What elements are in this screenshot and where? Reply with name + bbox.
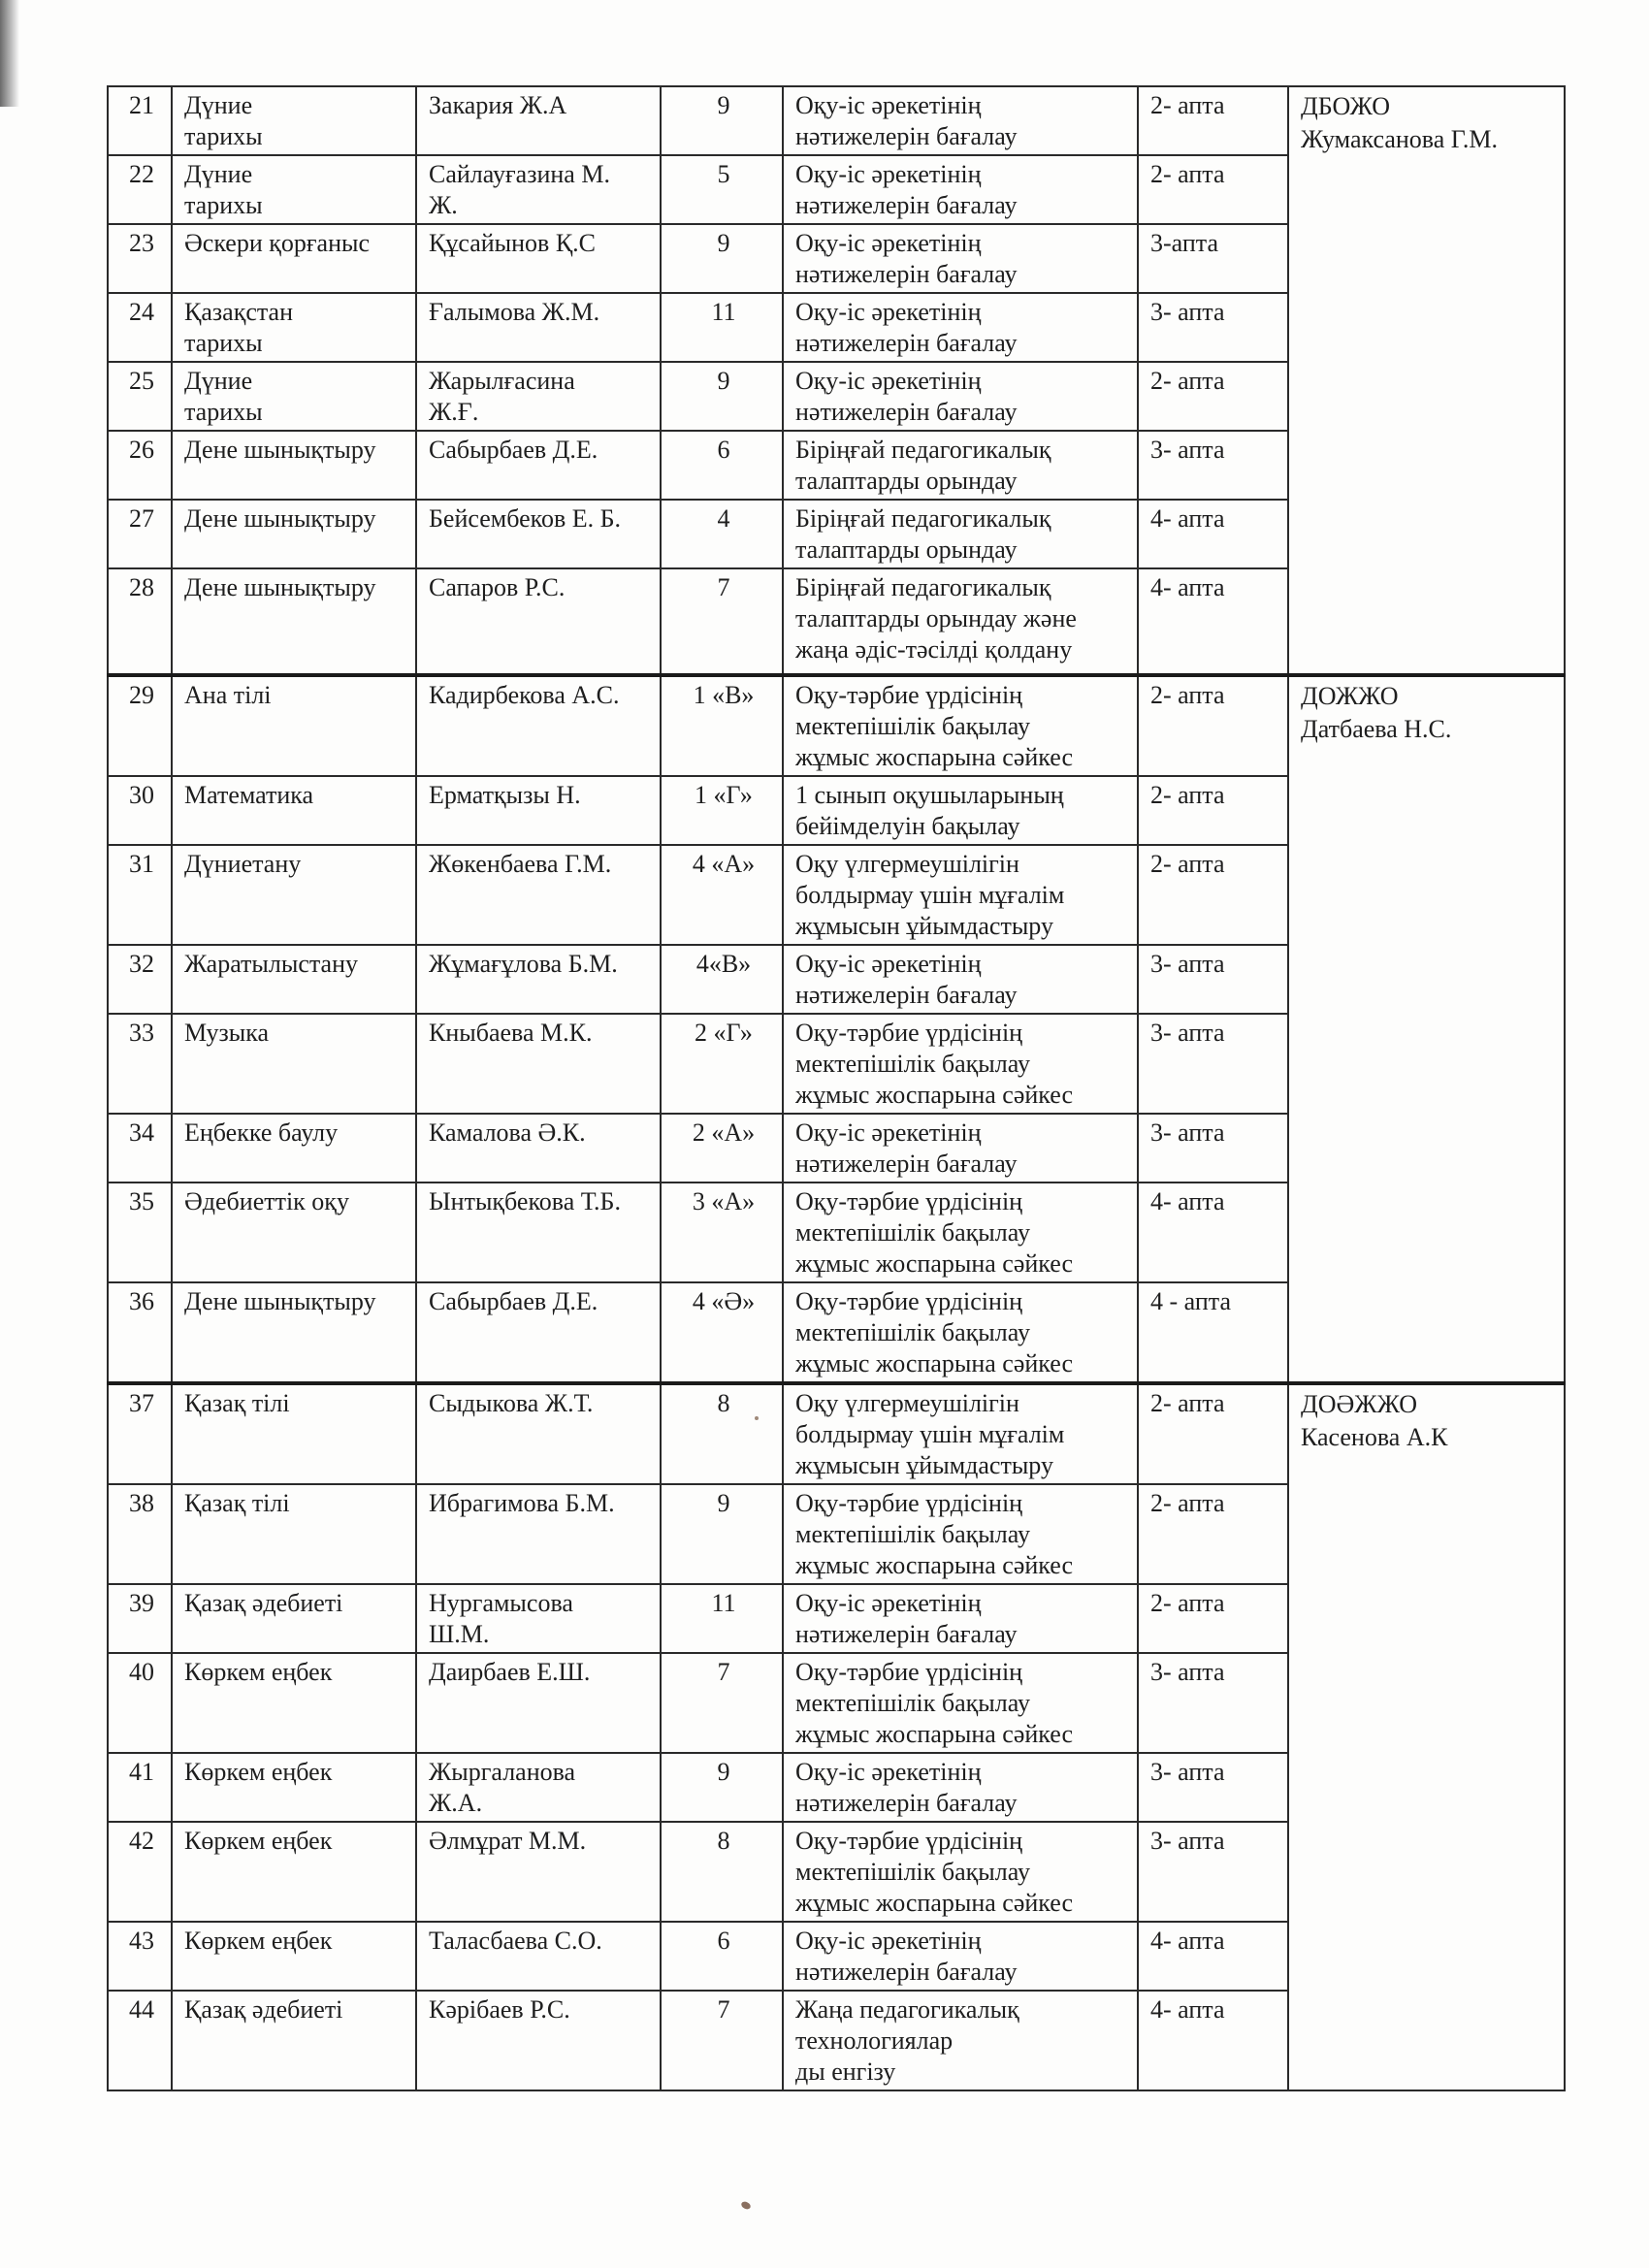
class-cell: 6 bbox=[661, 431, 783, 500]
topic-cell: 1 сынып оқушыларының бейімделуін бақылау bbox=[783, 776, 1138, 845]
week-cell: 2- апта bbox=[1138, 86, 1288, 155]
subject-cell: Дүние тарихы bbox=[172, 155, 416, 224]
subject-cell: Әскери қорғаныс bbox=[172, 224, 416, 293]
teacher-cell: Сапаров Р.С. bbox=[416, 568, 661, 675]
week-cell: 4- апта bbox=[1138, 1991, 1288, 2090]
week-cell: 3- апта bbox=[1138, 1114, 1288, 1183]
row-number: 36 bbox=[108, 1282, 172, 1383]
teacher-cell: Ибрагимова Б.М. bbox=[416, 1484, 661, 1584]
teacher-cell: Жыргаланова Ж.А. bbox=[416, 1753, 661, 1822]
class-cell: 7 bbox=[661, 1991, 783, 2090]
row-number: 31 bbox=[108, 845, 172, 945]
table-body bbox=[108, 86, 1565, 2090]
row-number: 41 bbox=[108, 1753, 172, 1822]
week-cell: 2- апта bbox=[1138, 1484, 1288, 1584]
class-cell: 11 bbox=[661, 1584, 783, 1653]
row-number: 38 bbox=[108, 1484, 172, 1584]
topic-cell: Оқу үлгермеушілігін болдырмау үшін мұғалім жұмысын ұйымдастыру bbox=[783, 845, 1138, 945]
class-cell: 9 bbox=[661, 86, 783, 155]
class-cell: 5 bbox=[661, 155, 783, 224]
teacher-cell: Бейсембеков Е. Б. bbox=[416, 500, 661, 568]
week-cell: 2- апта bbox=[1138, 1383, 1288, 1484]
subject-cell: Көркем еңбек bbox=[172, 1922, 416, 1991]
teacher-cell: Таласбаева С.О. bbox=[416, 1922, 661, 1991]
row-number: 23 bbox=[108, 224, 172, 293]
teacher-cell: Жұмағұлова Б.М. bbox=[416, 945, 661, 1014]
class-cell: 9 bbox=[661, 362, 783, 431]
row-number: 30 bbox=[108, 776, 172, 845]
topic-cell: Оқу-тәрбие үрдісінің мектепішілік бақылау жұмыс жоспарына сәйкес bbox=[783, 1653, 1138, 1753]
teacher-cell: Кәрібаев Р.С. bbox=[416, 1991, 661, 2090]
subject-cell: Қазақ тілі bbox=[172, 1484, 416, 1584]
control-plan-table bbox=[107, 85, 1566, 2091]
week-cell: 3- апта bbox=[1138, 431, 1288, 500]
subject-cell: Дүние тарихы bbox=[172, 362, 416, 431]
row-number: 40 bbox=[108, 1653, 172, 1753]
class-cell: 4 «Ә» bbox=[661, 1282, 783, 1383]
week-cell: 3- апта bbox=[1138, 1822, 1288, 1922]
subject-cell: Ана тілі bbox=[172, 675, 416, 776]
subject-cell: Музыка bbox=[172, 1014, 416, 1114]
subject-cell: Дүние тарихы bbox=[172, 86, 416, 155]
subject-cell: Дене шынықтыру bbox=[172, 1282, 416, 1383]
class-cell: 2 «Г» bbox=[661, 1014, 783, 1114]
subject-cell: Қазақ әдебиеті bbox=[172, 1584, 416, 1653]
teacher-cell: Ынтықбекова Т.Б. bbox=[416, 1183, 661, 1282]
topic-cell: Оқу-іс әрекетінің нәтижелерін бағалау bbox=[783, 362, 1138, 431]
teacher-cell: Сайлауғазина М. Ж. bbox=[416, 155, 661, 224]
topic-cell: Оқу-іс әрекетінің нәтижелерін бағалау bbox=[783, 1922, 1138, 1991]
topic-cell: Оқу-тәрбие үрдісінің мектепішілік бақылау жұмыс жоспарына сәйкес bbox=[783, 1484, 1138, 1584]
row-number: 24 bbox=[108, 293, 172, 362]
responsible-cell: ДОӘЖЖО Касенова А.К bbox=[1288, 1383, 1565, 2090]
topic-cell: Оқу-тәрбие үрдісінің мектепішілік бақылау жұмыс жоспарына сәйкес bbox=[783, 1822, 1138, 1922]
topic-cell: Оқу-іс әрекетінің нәтижелерін бағалау bbox=[783, 293, 1138, 362]
teacher-cell: Жарылғасина Ж.Ғ. bbox=[416, 362, 661, 431]
subject-cell: Дене шынықтыру bbox=[172, 568, 416, 675]
week-cell: 3- апта bbox=[1138, 1653, 1288, 1753]
teacher-cell: Закария Ж.А bbox=[416, 86, 661, 155]
week-cell: 3- апта bbox=[1138, 1753, 1288, 1822]
teacher-cell: Даирбаев Е.Ш. bbox=[416, 1653, 661, 1753]
week-cell: 4 - апта bbox=[1138, 1282, 1288, 1383]
week-cell: 2- апта bbox=[1138, 845, 1288, 945]
topic-cell: Жаңа педагогикалық технологиялар ды енгізу bbox=[783, 1991, 1138, 2090]
teacher-cell: Сыдыкова Ж.Т. bbox=[416, 1383, 661, 1484]
teacher-cell: Құсайынов Қ.С bbox=[416, 224, 661, 293]
subject-cell: Дене шынықтыру bbox=[172, 500, 416, 568]
teacher-cell: Ерматқызы Н. bbox=[416, 776, 661, 845]
subject-cell: Жаратылыстану bbox=[172, 945, 416, 1014]
week-cell: 2- апта bbox=[1138, 155, 1288, 224]
class-cell: 1 «Г» bbox=[661, 776, 783, 845]
week-cell: 2- апта bbox=[1138, 1584, 1288, 1653]
teacher-cell: Сабырбаев Д.Е. bbox=[416, 1282, 661, 1383]
class-cell: 9 bbox=[661, 224, 783, 293]
topic-cell: Оқу-іс әрекетінің нәтижелерін бағалау bbox=[783, 1584, 1138, 1653]
topic-cell: Оқу-тәрбие үрдісінің мектепішілік бақылау жұмыс жоспарына сәйкес bbox=[783, 1282, 1138, 1383]
teacher-cell: Кныбаева М.К. bbox=[416, 1014, 661, 1114]
subject-cell: Математика bbox=[172, 776, 416, 845]
class-cell: 9 bbox=[661, 1753, 783, 1822]
topic-cell: Оқу-іс әрекетінің нәтижелерін бағалау bbox=[783, 1114, 1138, 1183]
topic-cell: Біріңғай педагогикалық талаптарды орындау bbox=[783, 431, 1138, 500]
topic-cell: Оқу үлгермеушілігін болдырмау үшін мұғалім жұмысын ұйымдастыру bbox=[783, 1383, 1138, 1484]
class-cell: 8 bbox=[661, 1822, 783, 1922]
topic-cell: Оқу-іс әрекетінің нәтижелерін бағалау bbox=[783, 86, 1138, 155]
week-cell: 3- апта bbox=[1138, 945, 1288, 1014]
row-number: 27 bbox=[108, 500, 172, 568]
responsible-cell: ДБОЖО Жумаксанова Г.М. bbox=[1288, 86, 1565, 675]
row-number: 44 bbox=[108, 1991, 172, 2090]
topic-cell: Оқу-іс әрекетінің нәтижелерін бағалау bbox=[783, 224, 1138, 293]
teacher-cell: Ғалымова Ж.М. bbox=[416, 293, 661, 362]
subject-cell: Дүниетану bbox=[172, 845, 416, 945]
week-cell: 4- апта bbox=[1138, 568, 1288, 675]
class-cell: 6 bbox=[661, 1922, 783, 1991]
subject-cell: Көркем еңбек bbox=[172, 1653, 416, 1753]
week-cell: 2- апта bbox=[1138, 362, 1288, 431]
class-cell: 2 «А» bbox=[661, 1114, 783, 1183]
class-cell: 3 «А» bbox=[661, 1183, 783, 1282]
subject-cell: Дене шынықтыру bbox=[172, 431, 416, 500]
topic-cell: Біріңғай педагогикалық талаптарды орындау және жаңа әдіс-тәсілді қолдану bbox=[783, 568, 1138, 675]
topic-cell: Оқу-іс әрекетінің нәтижелерін бағалау bbox=[783, 1753, 1138, 1822]
subject-cell: Еңбекке баулу bbox=[172, 1114, 416, 1183]
week-cell: 2- апта bbox=[1138, 675, 1288, 776]
week-cell: 2- апта bbox=[1138, 776, 1288, 845]
topic-cell: Біріңғай педагогикалық талаптарды орындау bbox=[783, 500, 1138, 568]
row-number: 28 bbox=[108, 568, 172, 675]
week-cell: 4- апта bbox=[1138, 1922, 1288, 1991]
week-cell: 3- апта bbox=[1138, 293, 1288, 362]
class-cell: 11 bbox=[661, 293, 783, 362]
row-number: 43 bbox=[108, 1922, 172, 1991]
subject-cell: Көркем еңбек bbox=[172, 1822, 416, 1922]
subject-cell: Қазақ әдебиеті bbox=[172, 1991, 416, 2090]
subject-cell: Әдебиеттік оқу bbox=[172, 1183, 416, 1282]
row-number: 33 bbox=[108, 1014, 172, 1114]
row-number: 29 bbox=[108, 675, 172, 776]
row-number: 22 bbox=[108, 155, 172, 224]
row-number: 35 bbox=[108, 1183, 172, 1282]
teacher-cell: Сабырбаев Д.Е. bbox=[416, 431, 661, 500]
row-number: 34 bbox=[108, 1114, 172, 1183]
teacher-cell: Әлмұрат М.М. bbox=[416, 1822, 661, 1922]
class-cell: 9 bbox=[661, 1484, 783, 1584]
teacher-cell: Кадирбекова А.С. bbox=[416, 675, 661, 776]
week-cell: 3-апта bbox=[1138, 224, 1288, 293]
row-number: 26 bbox=[108, 431, 172, 500]
class-cell: 8 bbox=[661, 1383, 783, 1484]
row-number: 32 bbox=[108, 945, 172, 1014]
row-number: 39 bbox=[108, 1584, 172, 1653]
teacher-cell: Жөкенбаева Г.М. bbox=[416, 845, 661, 945]
subject-cell: Көркем еңбек bbox=[172, 1753, 416, 1822]
class-cell: 4«В» bbox=[661, 945, 783, 1014]
topic-cell: Оқу-іс әрекетінің нәтижелерін бағалау bbox=[783, 945, 1138, 1014]
week-cell: 4- апта bbox=[1138, 500, 1288, 568]
table-row bbox=[108, 675, 1565, 776]
teacher-cell: Нургамысова Ш.М. bbox=[416, 1584, 661, 1653]
class-cell: 1 «В» bbox=[661, 675, 783, 776]
topic-cell: Оқу-тәрбие үрдісінің мектепішілік бақылау жұмыс жоспарына сәйкес bbox=[783, 675, 1138, 776]
subject-cell: Қазақстан тарихы bbox=[172, 293, 416, 362]
subject-cell: Қазақ тілі bbox=[172, 1383, 416, 1484]
row-number: 37 bbox=[108, 1383, 172, 1484]
teacher-cell: Камалова Ә.К. bbox=[416, 1114, 661, 1183]
responsible-cell: ДОЖЖО Датбаева Н.С. bbox=[1288, 675, 1565, 1383]
table-row bbox=[108, 86, 1565, 155]
topic-cell: Оқу-тәрбие үрдісінің мектепішілік бақылау жұмыс жоспарына сәйкес bbox=[783, 1183, 1138, 1282]
row-number: 25 bbox=[108, 362, 172, 431]
table-row bbox=[108, 1383, 1565, 1484]
row-number: 42 bbox=[108, 1822, 172, 1922]
week-cell: 3- апта bbox=[1138, 1014, 1288, 1114]
topic-cell: Оқу-іс әрекетінің нәтижелерін бағалау bbox=[783, 155, 1138, 224]
paper-speck bbox=[740, 2200, 752, 2211]
topic-cell: Оқу-тәрбие үрдісінің мектепішілік бақылау жұмыс жоспарына сәйкес bbox=[783, 1014, 1138, 1114]
row-number: 21 bbox=[108, 86, 172, 155]
class-cell: 4 bbox=[661, 500, 783, 568]
week-cell: 4- апта bbox=[1138, 1183, 1288, 1282]
scan-edge-shadow bbox=[0, 0, 19, 107]
class-cell: 4 «А» bbox=[661, 845, 783, 945]
class-cell: 7 bbox=[661, 1653, 783, 1753]
class-cell: 7 bbox=[661, 568, 783, 675]
